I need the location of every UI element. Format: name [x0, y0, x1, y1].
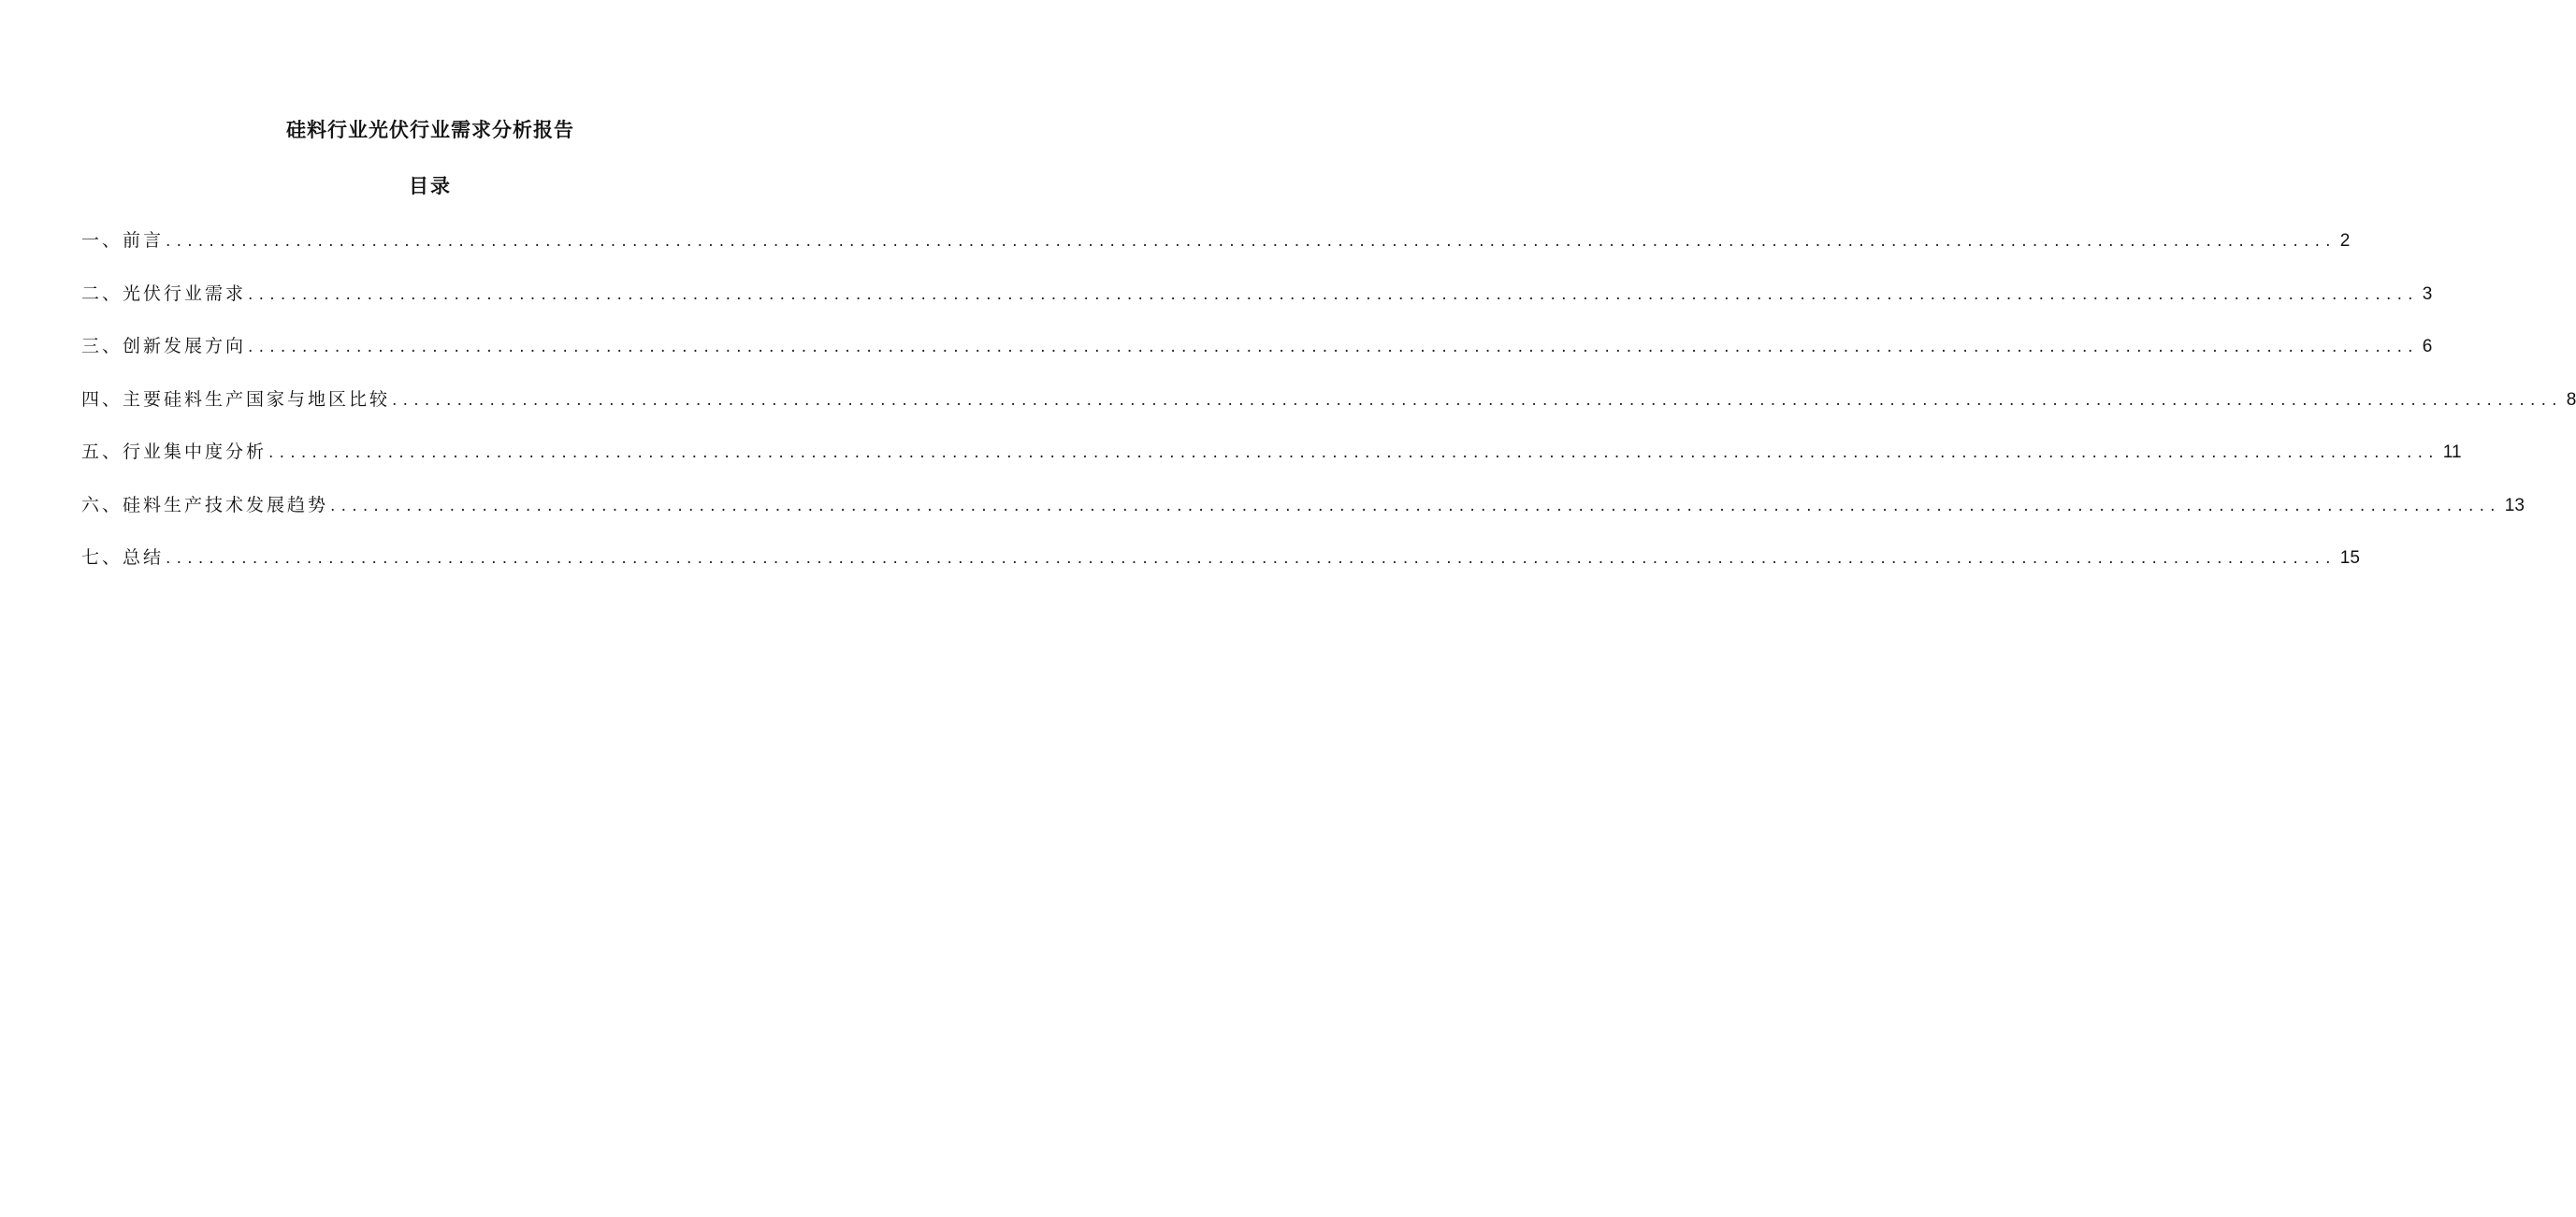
toc-entry-label: 三、创新发展方向 [81, 336, 247, 356]
toc-entry-country-comparison[interactable] [81, 386, 2576, 440]
toc-dot-leader: ........................................................................................................................................................................................................ [166, 232, 2337, 251]
toc-entry-preface[interactable] [81, 227, 2351, 281]
toc-entry-label: 二、光伏行业需求 [81, 283, 247, 304]
toc-page-number: 8 [2566, 389, 2576, 410]
toc-page-number: 2 [2339, 231, 2351, 251]
toc-entry-label: 一、前言 [81, 230, 165, 251]
toc-dot-leader: ........................................................................................................................................................................................................ [166, 549, 2337, 568]
toc-dot-leader: ........................................................................................................................................................................................................ [268, 443, 2439, 462]
toc-page-number: 6 [2422, 337, 2433, 356]
toc-dot-leader: ........................................................................................................................................................................................................ [330, 496, 2501, 515]
toc-dot-leader: ........................................................................................................................................................................................................ [248, 284, 2419, 304]
document-title: 硅料行业光伏行业需求分析报告 [286, 119, 574, 141]
toc-heading: 目录 [409, 175, 452, 197]
toc-entry-tech-trends[interactable] [81, 492, 2525, 545]
toc-entry-summary[interactable] [81, 544, 2360, 598]
toc-entry-label: 四、主要硅料生产国家与地区比较 [81, 388, 391, 410]
toc-page-number: 3 [2422, 283, 2433, 304]
toc-entry-label: 七、总结 [81, 547, 165, 568]
toc-dot-leader: ........................................................................................................................................................................................................ [248, 338, 2419, 356]
toc-page-number: 11 [2442, 442, 2462, 462]
toc-entry-label: 六、硅料生产技术发展趋势 [81, 494, 329, 515]
table-of-contents [81, 227, 2576, 598]
toc-entry-concentration[interactable] [81, 439, 2462, 492]
toc-entry-pv-demand[interactable] [81, 281, 2433, 334]
toc-page-number: 13 [2504, 495, 2525, 515]
toc-entry-label: 五、行业集中度分析 [81, 442, 268, 462]
toc-page-number: 15 [2339, 548, 2360, 568]
toc-entry-innovation[interactable] [81, 333, 2433, 386]
toc-dot-leader: ........................................................................................................................................................................................................ [392, 390, 2563, 410]
